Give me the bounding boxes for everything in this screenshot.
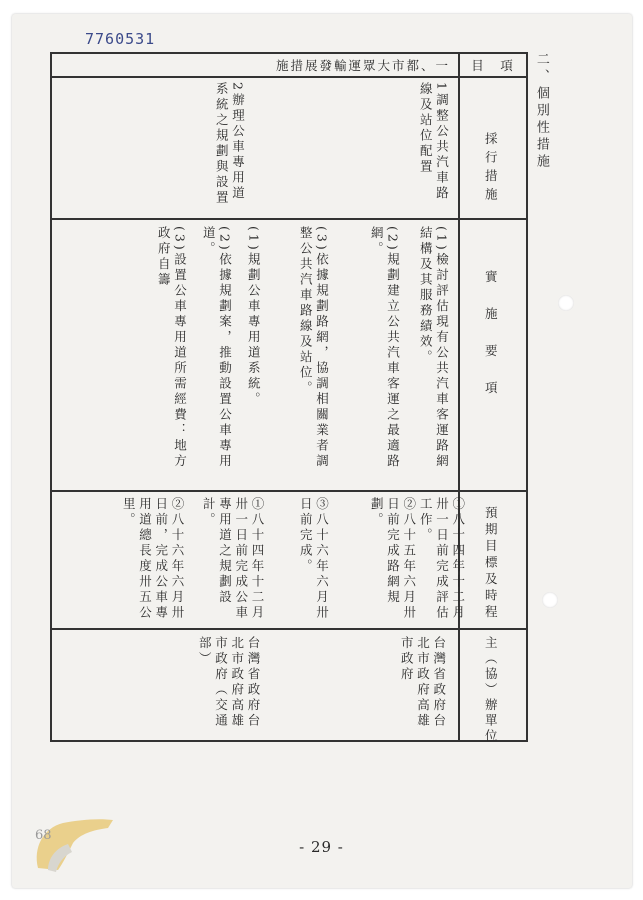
- page-number: - 29 -: [299, 838, 344, 856]
- target-1: ①八十四年十二月卅一日前完成評估工作。: [418, 497, 466, 621]
- item-title: 一、都市大眾運輸發展措施: [275, 58, 450, 73]
- punch-hole-top: [558, 295, 574, 311]
- punch-hole-bottom: [542, 592, 558, 608]
- key-point-3: (3)依據規劃路網，協調相關業者調整公共汽車路線及站位。: [298, 226, 330, 470]
- key-point-6: (3)設置公車專用道所需經費：地方政府自籌: [156, 226, 188, 470]
- target-4: ①八十四年十二月卅一日前完成公車專用道之規劃設計。: [201, 497, 265, 621]
- measure-2: 2辦理公車專用道系統之規劃與設置: [214, 82, 246, 206]
- row-divider-3: [50, 490, 527, 492]
- key-point-5: (2)依據規劃案，推動設置公車專用道。: [201, 226, 233, 470]
- archive-logo-icon: [28, 808, 118, 878]
- watermark-number: 68: [35, 828, 52, 843]
- key-point-2: (2)規劃建立公共汽車客運之最適路網。: [369, 226, 401, 470]
- key-point-1: (1)檢討評估現有公共汽車客運路網結構及其服務績效。: [418, 226, 450, 470]
- table-border-top: [50, 52, 527, 54]
- table-border-left: [50, 52, 52, 742]
- header-measure: 採行措施: [483, 132, 499, 206]
- measure-1: 1調整公共汽車路線及站位配置: [418, 82, 450, 202]
- header-unit: 主（協）辦單位: [483, 636, 499, 745]
- row-divider-2: [50, 218, 527, 220]
- section-title: 二、個別性措施: [533, 52, 549, 171]
- target-3: ③八十六年六月卅日前完成。: [298, 497, 330, 621]
- row-divider-1: [50, 76, 527, 78]
- archive-logo: [28, 808, 118, 878]
- key-point-4: (1)規劃公車專用道系統。: [246, 226, 262, 408]
- row-divider-4: [50, 628, 527, 630]
- table-border-right: [526, 52, 528, 742]
- document-number: 7760531: [85, 30, 156, 48]
- target-5: ②八十六年六月卅日前，完成公車專用道總長度卅五公里。: [121, 497, 185, 621]
- header-item: 目 項: [471, 58, 515, 73]
- header-key-points: 實 施 要 項: [483, 270, 499, 400]
- header-column-divider: [458, 52, 460, 742]
- table-border-bottom: [50, 740, 527, 742]
- header-target: 預期目標及時程: [483, 506, 499, 622]
- unit-1: 台灣省政府台北市政府高雄市政府: [399, 636, 447, 729]
- unit-2: 台灣省政府台北市政府高雄市政府（交通部）: [197, 636, 261, 729]
- target-2: ②八十五年六月卅日前完成路網規劃。: [369, 497, 417, 621]
